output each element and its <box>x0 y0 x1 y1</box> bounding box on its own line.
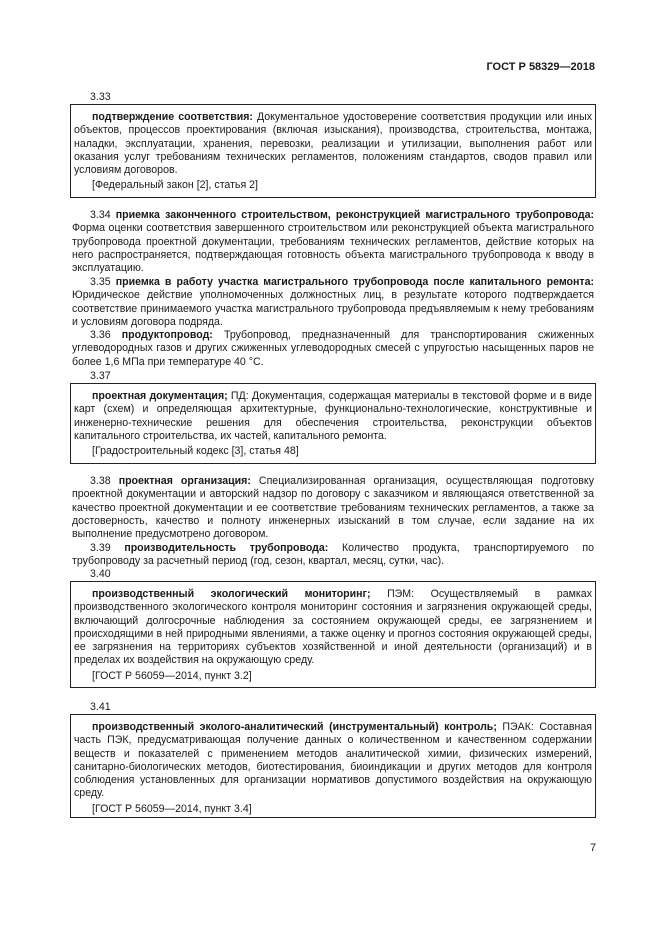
term: производительность трубопровода: <box>124 542 329 554</box>
term-number: 3.36 <box>90 329 111 341</box>
term-entry-3-34 <box>72 209 594 275</box>
definition: Трубопровод, предназначенный для транспортирования сжиженных углеводородных газов и других сжиженных углеводородных смесей с упругостью насыщенных паров не более 1,6 МПа при температуре 40 °С. <box>72 329 594 368</box>
term: продуктопровод: <box>121 329 213 341</box>
source-citation: [ГОСТ Р 56059—2014, пункт 3.2] <box>92 669 252 682</box>
term-box-3-41 <box>70 714 596 818</box>
term: производственный экологический мониторинг; <box>92 588 371 600</box>
term: подтверждение соответствия: <box>92 111 253 123</box>
definition: Специализированная организация, осуществляющая подготовку проектной документации и авторский надзор по договору с заказчиком и являющаяся ответственной за качество проектной документации и ее соответствие требованиям технических регламентов, а также за достоверность, качество и полноту инженерных изысканий в том случае, если задание на их выполнение предусмотрено договором. <box>72 475 594 541</box>
source-citation: [ГОСТ Р 56059—2014, пункт 3.4] <box>92 802 252 815</box>
term-entry-3-38 <box>72 475 594 541</box>
term-entry-3-35 <box>72 276 594 329</box>
definition: Документальное удостоверение соответствия продукции или иных объектов, процессов проектирования (включая изыскания), производства, строительства, монтажа, наладки, эксплуатации, хранения, перевозки, реализации и утилизации, выполнения работ или оказания услуг требованиям технических регламентов, положениям стандартов, сводов правил или условиям договоров. <box>74 111 593 177</box>
definition: ПЭАК: Составная часть ПЭК, предусматривающая получение данных о количественном и качественном содержании веществ и показателей с применением методов аналитической химии, физических измерений, санитарно-биологических методов, биотестирования, биоиндикации и других методов для контроля соблюдения установленных для организации нормативов допустимого воздействия на окружающую среду. <box>74 721 592 800</box>
term: приемка законченного строительством, реконструкцией магистрального трубопровода: <box>115 209 594 221</box>
document-code: ГОСТ Р 58329—2018 <box>486 61 595 73</box>
term-number: 3.37 <box>90 370 111 382</box>
term-number: 3.40 <box>90 568 111 580</box>
term-box-3-37 <box>70 383 596 464</box>
definition: ПД: Документация, содержащая материалы в текстовой форме и в виде карт (схем) и определяющая архитектурные, функционально-технологические, конструктивные и инженерно-технические решения для обеспечения строительства, реконструкции объектов капитального строительства, их частей, капитального ремонта. <box>74 390 592 442</box>
definition: ПЭМ: Осуществляемый в рамках производственного экологического контроля мониторинг состояния и загрязнения окружающей среды, включающий долгосрочные наблюдения за состоянием окружающей среды, ее загрязнением и происходящими в ней природными явлениями, а также оценку и прогноз состояния окружающей среды, ее загрязнения на территориях субъектов хозяйственной и иной деятельности (организаций) и в пределах их воздействия на окружающую среду. <box>74 588 592 667</box>
term: проектная организация: <box>118 475 251 487</box>
definition: Количество продукта, транспортируемого по трубопроводу за расчетный период (год, сезон, квартал, месяц, сутки, час). <box>72 542 594 568</box>
term: проектная документация; <box>92 390 228 402</box>
definition: Юридическое действие уполномоченных должностных лиц, в результате которого подтверждается соответствие принимаемого участка магистрального трубопровода предъявляемым к нему требованиям и условиям договора подряда. <box>72 289 594 328</box>
term-box-3-33 <box>70 104 596 198</box>
term-entry-3-36 <box>72 329 594 369</box>
term-number: 3.39 <box>90 542 111 554</box>
definition: Форма оценки соответствия завершенного строительством или реконструкцией объекта магистрального трубопровода проектной документации, требованиям технических регламентов, действие которых на него распространяется, подтверждающая готовность объекта магистрального трубопровода к вводу в эксплуатацию. <box>72 222 594 275</box>
term-number: 3.35 <box>90 276 111 288</box>
source-citation: [Градостроительный кодекс [3], статья 48] <box>92 445 299 458</box>
source-citation: [Федеральный закон [2], статья 2] <box>92 179 258 192</box>
term-number: 3.34 <box>90 209 111 221</box>
page-number: 7 <box>590 842 597 854</box>
term: приемка в работу участка магистрального трубопровода после капитального ремонта: <box>115 276 594 288</box>
term-number: 3.41 <box>90 701 111 713</box>
term-entry-3-39 <box>72 542 594 569</box>
term-box-3-40 <box>70 581 596 688</box>
term-number: 3.33 <box>90 91 111 103</box>
term-number: 3.38 <box>90 475 111 487</box>
term: производственный эколого-аналитический (инструментальный) контроль; <box>92 721 497 733</box>
